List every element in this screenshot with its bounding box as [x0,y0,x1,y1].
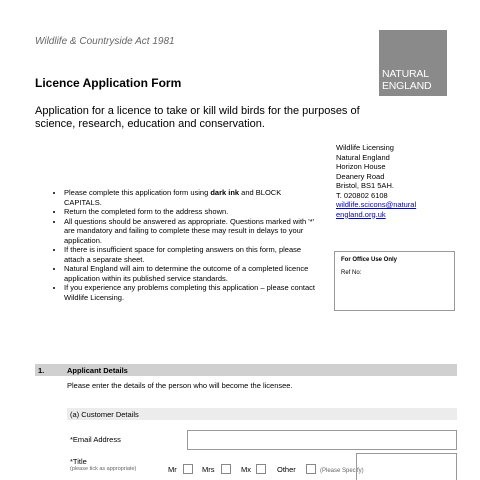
office-use-box [334,251,455,311]
checkbox-mrs[interactable] [221,464,231,474]
subsection-title: (a) Customer Details [70,410,139,419]
instruction-item: • Please complete this application form using dark ink and BLOCK CAPITALS. [64,188,320,207]
option-mx-label: Mx [241,465,251,474]
section-header [35,364,457,376]
title-hint: (please tick as appropriate) [70,466,137,472]
instruction-item: • If you experience any problems completing this application – please contact Wildlife Licensing. [64,283,320,302]
form-title: Licence Application Form [35,76,182,90]
section-number: 1. [38,366,45,375]
address-line: Natural England [336,152,390,162]
instruction-item: • Return the completed form to the address shown. [64,207,320,217]
form-intro: Application for a licence to take or kill wild birds for the purposes of science, research, education and conservation. [35,105,360,130]
instruction-item: • If there is insufficient space for completing answers on this form, please attach a separate sheet. [64,245,320,264]
subsection-header [67,408,457,420]
logo-line-1: NATURAL [382,68,429,80]
logo-line-2: ENGLAND [382,80,432,92]
address-line: Bristol, BS1 5AH. [336,181,394,190]
checkbox-mr[interactable] [183,464,193,474]
address-line: Horizon House [336,162,386,171]
checkbox-mx[interactable] [256,464,266,474]
address-line: Wildlife Licensing [336,143,394,152]
email-label: *Email Address [70,435,121,444]
instruction-item: • Natural England will aim to determine the outcome of a completed licence application within its published service standards. [64,264,320,283]
email-field[interactable] [187,430,457,450]
address-line: Deanery Road [336,171,385,181]
act-heading: Wildlife & Countryside Act 1981 [35,36,175,47]
section-description: Please enter the details of the person who will become the licensee. [67,381,293,390]
natural-england-logo [379,30,447,96]
option-mrs-label: Mrs [202,465,215,474]
other-title-field[interactable] [356,453,457,480]
option-mr-label: Mr [168,465,177,474]
ref-no-label: Ref No: [341,270,362,276]
email-link[interactable]: wildlife.scicons@natural england.org.uk [336,200,417,219]
option-other-label: Other [277,465,296,474]
instructions-list [48,188,320,302]
phone-number: T. 020802 6108 [336,190,388,200]
checkbox-other[interactable] [306,464,316,474]
contact-address [336,143,417,219]
specify-hint: (Please Specify) [320,468,364,474]
office-use-heading: For Office Use Only [341,257,398,263]
title-label: *Title [70,457,87,466]
instruction-item: • All questions should be answered as appropriate. Questions marked with '*' are mandatory and failing to complete these may result in delays to your application. [64,217,320,246]
section-title: Applicant Details [67,366,128,375]
